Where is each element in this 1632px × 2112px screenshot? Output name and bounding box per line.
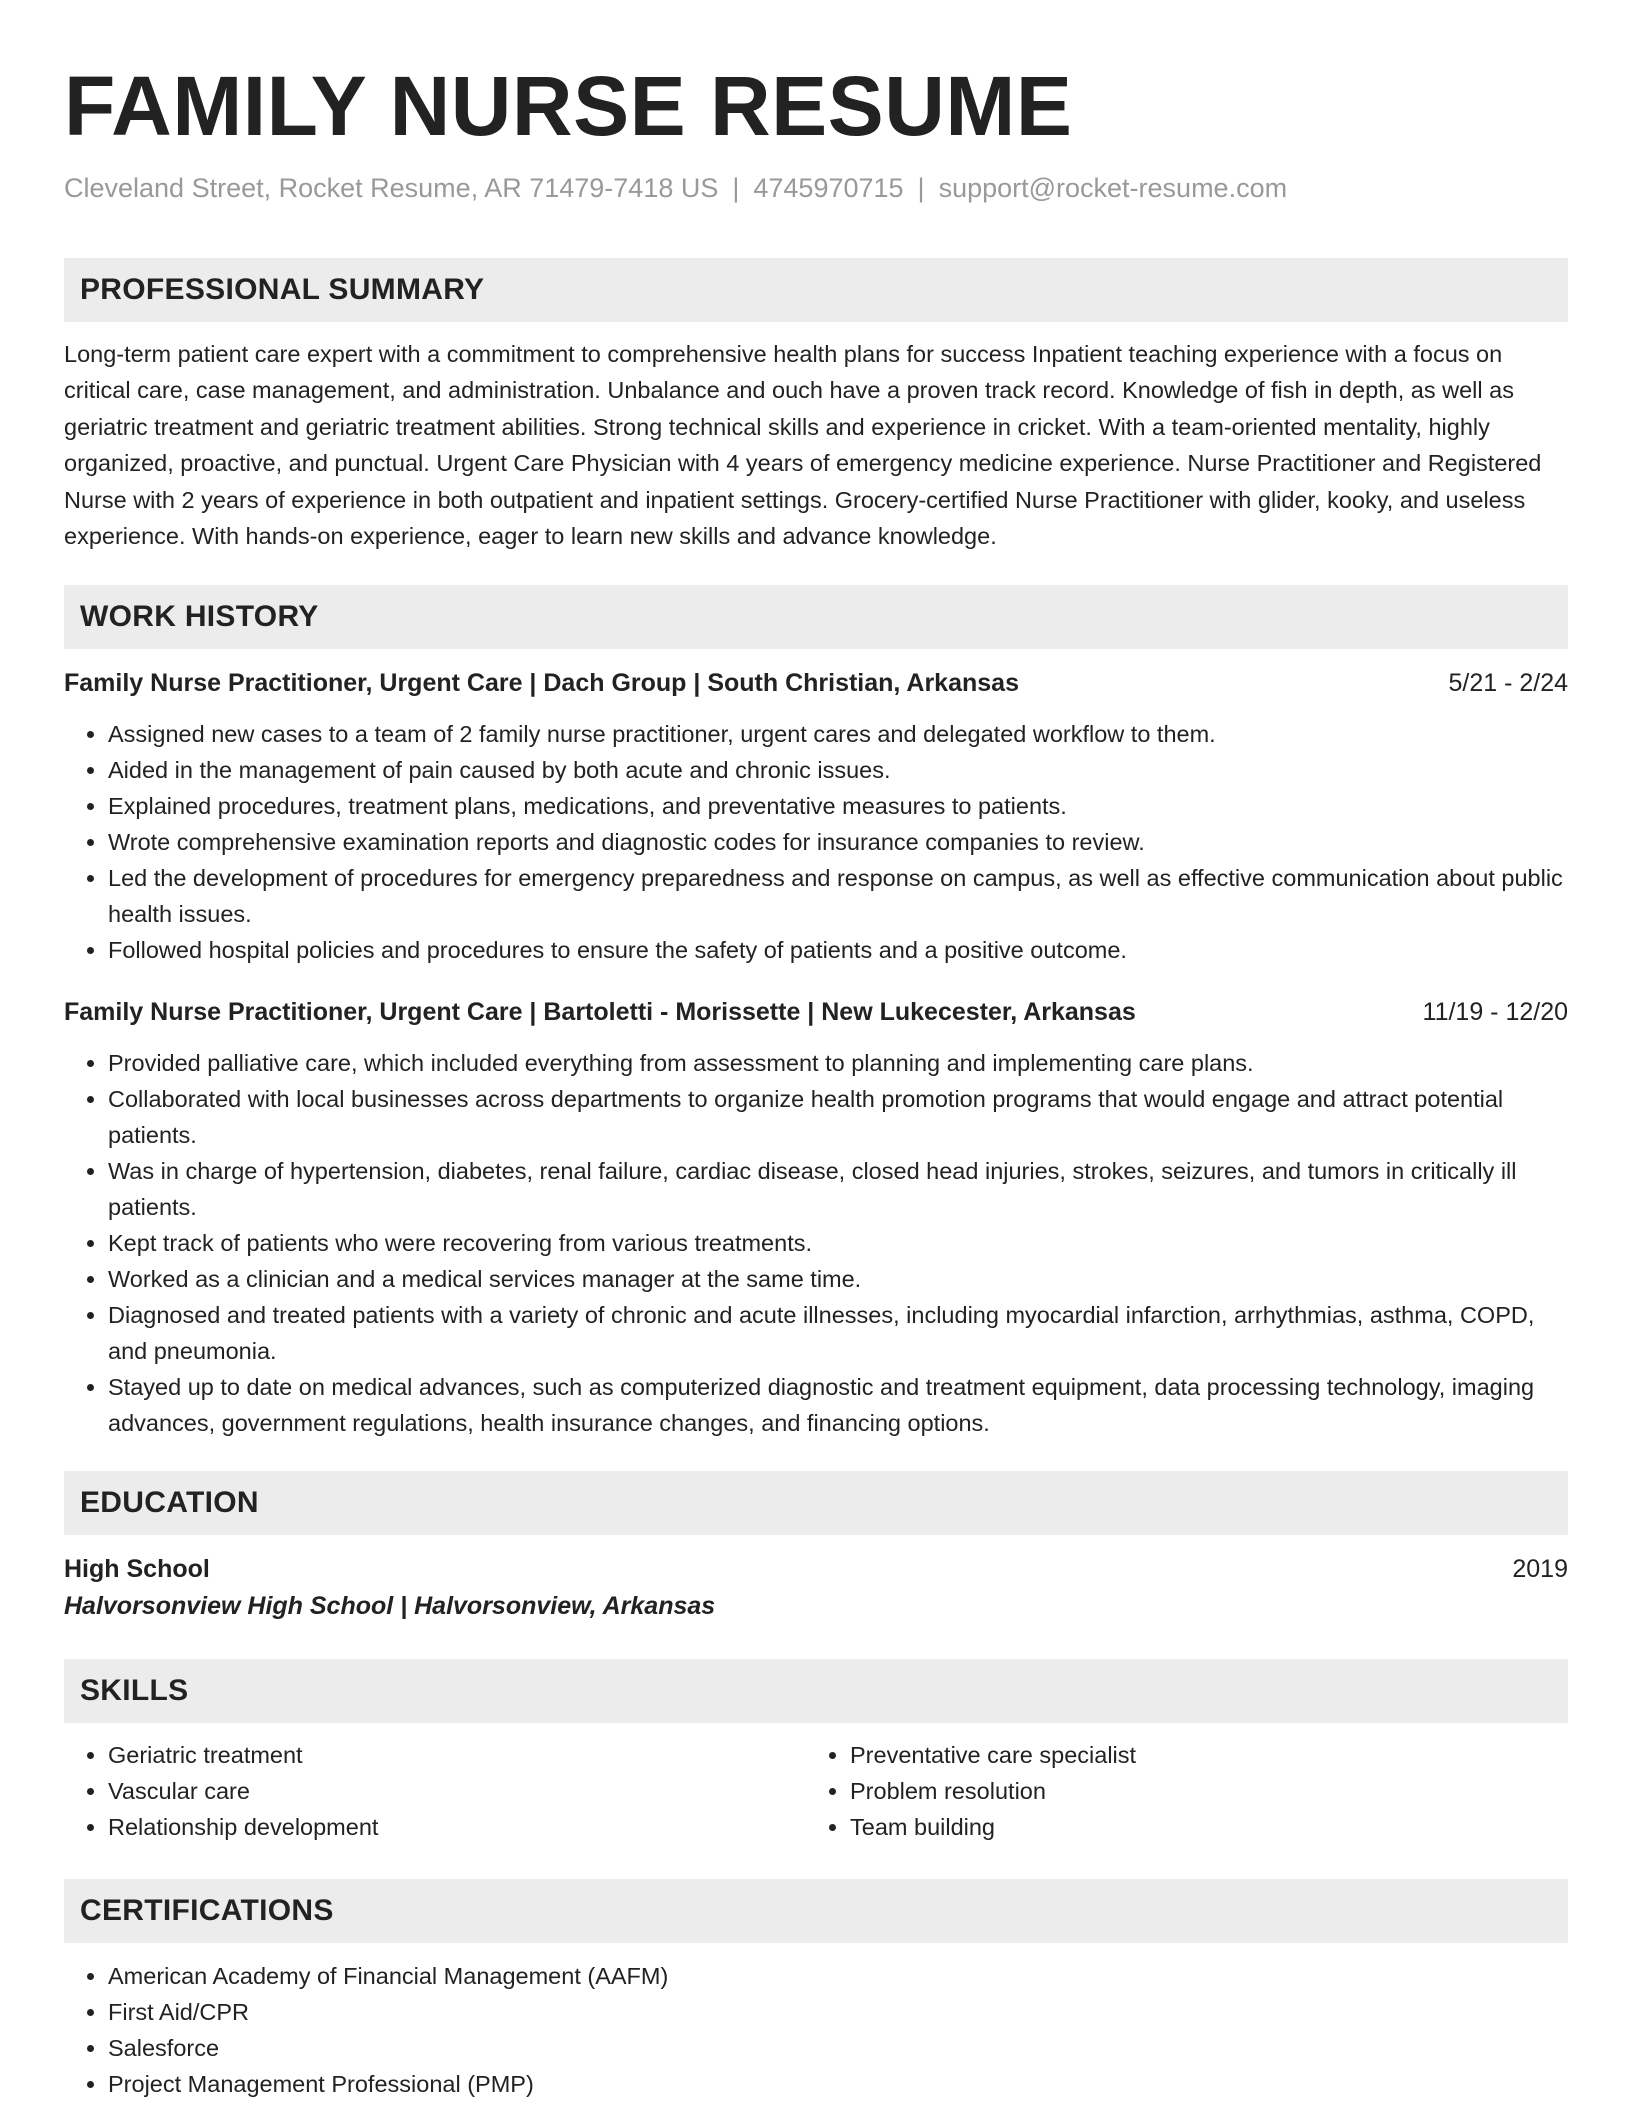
job-dates: 5/21 - 2/24	[1448, 668, 1568, 697]
certification-item: • First Aid/CPR	[108, 1994, 1568, 2030]
job-bullet: • Stayed up to date on medical advances, such as computerized diagnostic and treatment equipment, data processing technology, imaging advances, government regulations, health insurance changes, and financing options.	[108, 1369, 1568, 1441]
job-bullet: • Collaborated with local businesses across departments to organize health promotion programs that would engage and attract potential patients.	[108, 1081, 1568, 1153]
job-header	[64, 994, 1568, 1030]
job-header	[64, 665, 1568, 701]
job-dates: 11/19 - 12/20	[1422, 997, 1568, 1026]
contact-email: support@rocket-resume.com	[938, 173, 1288, 203]
section-header-work-history: WORK HISTORY	[64, 585, 1568, 649]
skill-item: • Problem resolution	[850, 1773, 1548, 1809]
skill-item: • Relationship development	[108, 1809, 806, 1845]
job-entry	[64, 665, 1568, 968]
job-title: Family Nurse Practitioner, Urgent Care | Bartoletti - Morissette | New Lukecester, Arkansas	[64, 997, 1136, 1026]
certification-item: • Project Management Professional (PMP)	[108, 2066, 1568, 2102]
job-bullets	[64, 716, 1568, 968]
job-bullet: • Led the development of procedures for emergency preparedness and response on campus, as well as effective communication about public health issues.	[108, 860, 1568, 932]
contact-separator: |	[917, 173, 925, 203]
job-bullet: • Worked as a clinician and a medical services manager at the same time.	[108, 1261, 1568, 1297]
section-header-summary: PROFESSIONAL SUMMARY	[64, 258, 1568, 322]
education-degree: High School	[64, 1554, 210, 1583]
education-header	[64, 1551, 1568, 1587]
skills-column-left	[64, 1737, 806, 1845]
skill-item: • Team building	[850, 1809, 1548, 1845]
section-header-certifications: CERTIFICATIONS	[64, 1879, 1568, 1943]
job-bullet: • Explained procedures, treatment plans, medications, and preventative measures to patients.	[108, 788, 1568, 824]
job-bullet: • Followed hospital policies and procedures to ensure the safety of patients and a positive outcome.	[108, 932, 1568, 968]
job-bullet: • Provided palliative care, which included everything from assessment to planning and implementing care plans.	[108, 1045, 1568, 1081]
certification-list	[64, 1958, 1568, 2102]
certification-item: • Salesforce	[108, 2030, 1568, 2066]
summary-text: Long-term patient care expert with a commitment to comprehensive health plans for success Inpatient teaching experience with a focus on critical care, case management, and administration. Unbalance and ouch have a proven track record. Knowledge of fish in depth, as well as geriatric treatment and geriatric treatment abilities. Strong technical skills and experience in cricket. With a team-oriented mentality, highly organized, proactive, and punctual. Urgent Care Physician with 4 years of emergency medicine experience. Nurse Practitioner and Registered Nurse with 2 years of experience in both outpatient and inpatient settings. Grocery-certified Nurse Practitioner with glider, kooky, and useless experience. With hands-on experience, eager to learn new skills and advance knowledge.	[64, 340, 1542, 550]
education-school: Halvorsonview High School | Halvorsonview, Arkansas	[64, 1591, 716, 1620]
job-bullet: • Wrote comprehensive examination reports and diagnostic codes for insurance companies to review.	[108, 824, 1568, 860]
job-title: Family Nurse Practitioner, Urgent Care | Dach Group | South Christian, Arkansas	[64, 668, 1019, 697]
skills-column-right	[806, 1737, 1548, 1845]
skill-item: • Geriatric treatment	[108, 1737, 806, 1773]
job-entry	[64, 994, 1568, 1441]
job-bullet: • Assigned new cases to a team of 2 family nurse practitioner, urgent cares and delegated workflow to them.	[108, 716, 1568, 752]
resume-title: FAMILY NURSE RESUME	[64, 59, 1073, 153]
skills-grid	[64, 1737, 1568, 1845]
job-bullet: • Kept track of patients who were recovering from various treatments.	[108, 1225, 1568, 1261]
skill-item: • Preventative care specialist	[850, 1737, 1548, 1773]
contact-line	[64, 170, 1568, 208]
job-bullet: • Diagnosed and treated patients with a variety of chronic and acute illnesses, including myocardial infarction, arrhythmias, asthma, COPD, and pneumonia.	[108, 1297, 1568, 1369]
contact-separator: |	[732, 173, 740, 203]
job-bullet: • Was in charge of hypertension, diabetes, renal failure, cardiac disease, closed head injuries, strokes, seizures, and tumors in critically ill patients.	[108, 1153, 1568, 1225]
contact-address: Cleveland Street, Rocket Resume, AR 71479-7418 US	[64, 173, 719, 203]
education-year: 2019	[1512, 1554, 1568, 1583]
certification-item: • American Academy of Financial Management (AAFM)	[108, 1958, 1568, 1994]
section-header-skills: SKILLS	[64, 1659, 1568, 1723]
contact-phone: 4745970715	[753, 173, 904, 203]
job-bullets	[64, 1045, 1568, 1441]
job-bullet: • Aided in the management of pain caused by both acute and chronic issues.	[108, 752, 1568, 788]
section-header-education: EDUCATION	[64, 1471, 1568, 1535]
skill-item: • Vascular care	[108, 1773, 806, 1809]
